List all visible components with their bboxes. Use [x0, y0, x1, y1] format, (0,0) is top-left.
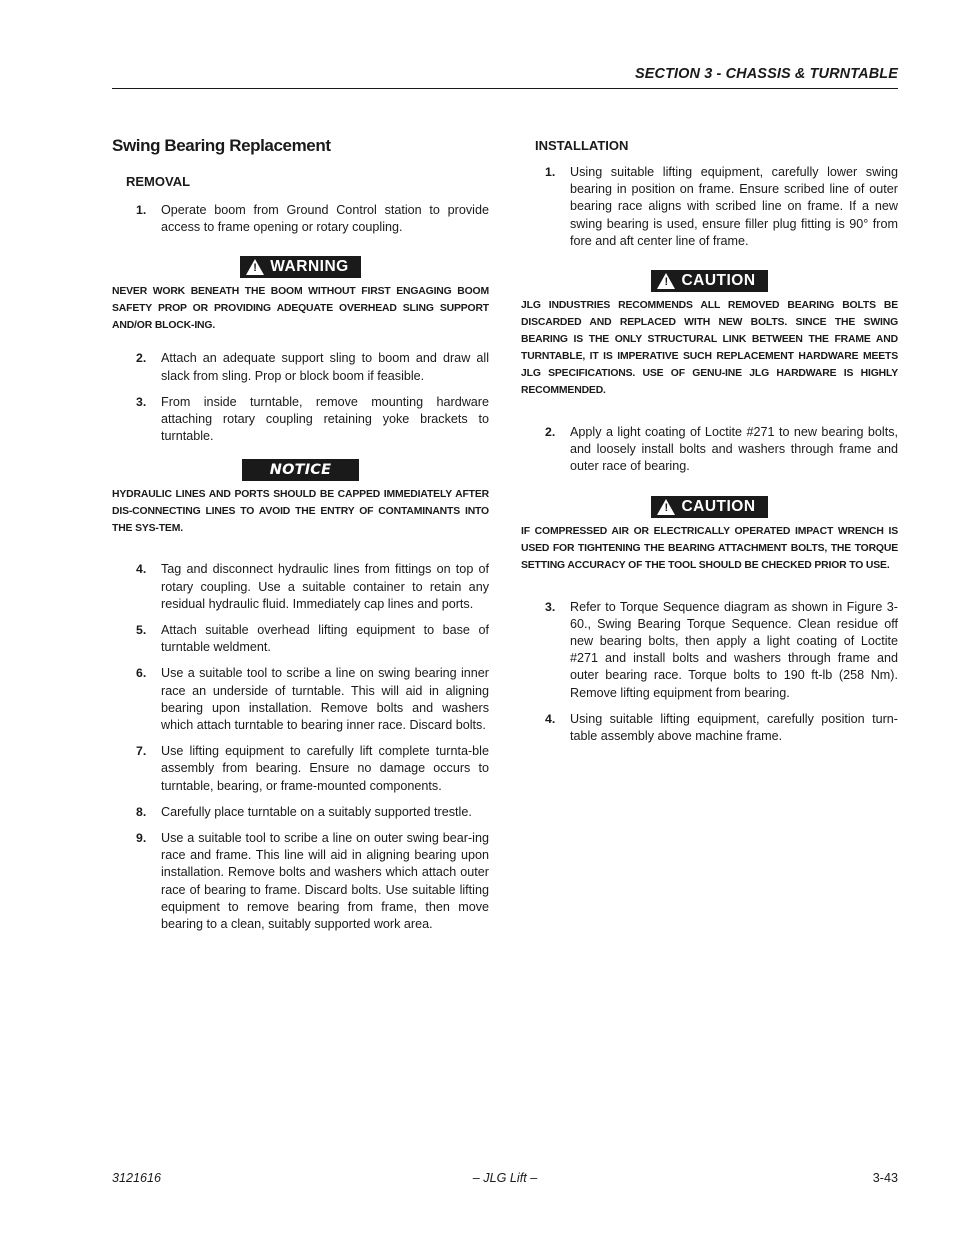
list-item — [521, 711, 898, 745]
warning-badge-wrap — [112, 256, 489, 278]
step-number: 4. — [136, 562, 147, 577]
list-item — [521, 599, 898, 702]
warning-label: WARNING — [270, 258, 349, 276]
step-number: 1. — [545, 165, 556, 179]
caution-label: CAUTION — [681, 497, 756, 515]
notice-text: HYDRAULIC LINES AND PORTS SHOULD BE CAPPED IMMEDIATELY AFTER DIS-CONNECTING LINES TO AVOID THE ENTRY OF CONTAMINANTS INTO THE SYS-TEM. — [112, 489, 489, 535]
section-title: Swing Bearing Replacement — [112, 136, 331, 155]
list-item — [112, 830, 489, 933]
warning-triangle-icon: ! — [246, 259, 264, 275]
installation-heading: INSTALLATION — [535, 138, 629, 153]
footer-brand: – JLG Lift – — [472, 1171, 538, 1185]
step-text: Use a suitable tool to scribe a line on outer swing bear-ing race and frame. This line will aid in aligning bearing upon installation. Remove bolts and washers which attach outer race of bearing to frame. Discard bolts. Use suitable lifting equipment to remove bearing from frame, then move bearing to a clean, suitably supported work area. — [161, 831, 489, 932]
removal-heading: REMOVAL — [126, 174, 191, 189]
step-number: 3. — [136, 394, 147, 409]
step-number: 7. — [136, 744, 147, 759]
warning-triangle-icon: ! — [657, 499, 675, 515]
step-text: Tag and disconnect hydraulic lines from fittings on top of rotary coupling. Use a suitable container to retain any residual hydraulic fluid. Immediately cap lines and ports. — [161, 562, 489, 611]
caution-badge-wrap — [521, 270, 898, 292]
step-text: Operate boom from Ground Control station to provide access to frame opening or rotary coupling. — [161, 203, 489, 235]
step-number: 8. — [136, 804, 147, 819]
step-text: Use a suitable tool to scribe a line on swing bearing inner race an underside of turntable. This will aid in aligning bearing upon installation. Remove bolts and washers which attach turntable to bearing inner race. Discard bolts. — [161, 666, 489, 733]
step-number: 5. — [136, 623, 147, 638]
notice-badge — [242, 459, 360, 481]
list-item — [112, 743, 489, 795]
caution-badge — [651, 496, 767, 518]
step-text: Attach an adequate support sling to boom and draw all slack from sling. Prop or block boom if feasible. — [161, 351, 489, 383]
step-text: Use lifting equipment to carefully lift complete turnta-ble assembly from bearing. Ensure no damage occurs to turntable, bearing, or frame-mounted components. — [161, 744, 489, 793]
list-item — [112, 622, 489, 656]
installation-steps-list — [521, 424, 898, 476]
caution-label: CAUTION — [681, 272, 756, 290]
document-number: 3121616 — [112, 1171, 162, 1185]
list-item — [112, 394, 489, 446]
step-number: 2. — [136, 351, 147, 366]
caution-text: JLG INDUSTRIES RECOMMENDS ALL REMOVED BEARING BOLTS BE DISCARDED AND REPLACED WITH NEW BOLTS. SINCE THE SWING BEARING IS THE ONLY STRUCTURAL LINK BETWEEN THE FRAME AND TURNTABLE, IT IS IMPERATIVE SUCH REPLACEMENT HARDWARE MEETS JLG SPECIFICATIONS. USE OF GENU-INE JLG HARDWARE IS HIGHLY RECOMMENDED. — [521, 300, 898, 397]
step-text: Apply a light coating of Loctite #271 to new bearing bolts, and loosely install bolts and washers through frame and outer race of bearing. — [570, 425, 898, 474]
section-header-title: SECTION 3 - CHASSIS & TURNTABLE — [634, 66, 898, 82]
caution-badge — [651, 270, 767, 292]
step-text: Carefully place turntable on a suitably supported trestle. — [161, 804, 472, 819]
caution-text: IF COMPRESSED AIR OR ELECTRICALLY OPERATED IMPACT WRENCH IS USED FOR TIGHTENING THE BEARING ATTACHMENT BOLTS, THE TORQUE SETTING ACCURACY OF THE TOOL SHOULD BE CHECKED PRIOR TO USE. — [521, 525, 898, 571]
right-column — [521, 132, 898, 754]
step-number: 9. — [136, 831, 147, 846]
step-number: 6. — [136, 666, 147, 681]
list-item — [112, 202, 489, 236]
list-item — [112, 665, 489, 734]
step-number: 2. — [545, 425, 556, 440]
step-number: 4. — [545, 711, 556, 726]
step-text: Attach suitable overhead lifting equipment to base of turntable weldment. — [161, 623, 489, 655]
step-text: Using suitable lifting equipment, carefully position turn-table assembly above machine frame. — [570, 711, 898, 744]
removal-steps-list — [112, 561, 489, 933]
left-column — [112, 132, 489, 942]
removal-steps-list — [112, 350, 489, 445]
step-number: 3. — [545, 599, 556, 614]
step-text: Refer to Torque Sequence diagram as shown in Figure 3-60., Swing Bearing Torque Sequence. Clean residue off new bearing bolts, then apply a light coating of Loctite #271 and install bolts and washers through frame and outer bearing race. Torque bolts to 190 ft-lb (258 Nm). Remove lifting equipment from bearing. — [570, 599, 898, 700]
step-text: Using suitable lifting equipment, carefully lower swing bearing in position on frame. Ensure scribed line of outer bearing race aligns with scribed line on frame. If a new swing bearing is used, ensure filler plug fitting is 90° from fore and aft center line of frame. — [570, 165, 898, 248]
warning-text: NEVER WORK BENEATH THE BOOM WITHOUT FIRST ENGAGING BOOM SAFETY PROP OR PROVIDING ADEQUATE OVERHEAD SLING SUPPORT AND/OR BLOCK-ING. — [112, 286, 489, 332]
list-item — [112, 561, 489, 613]
notice-label: NOTICE — [269, 462, 332, 479]
list-item — [521, 164, 898, 250]
caution-badge-wrap — [521, 496, 898, 518]
installation-steps-list — [521, 599, 898, 746]
page-number: 3-43 — [872, 1171, 898, 1185]
list-item — [112, 804, 489, 821]
step-text: From inside turntable, remove mounting hardware attaching rotary coupling retaining yoke brackets to turntable. — [161, 394, 489, 444]
installation-steps-list — [521, 164, 898, 250]
notice-badge-wrap — [112, 459, 489, 481]
page-header — [112, 66, 898, 89]
warning-triangle-icon: ! — [657, 273, 675, 289]
list-item — [521, 424, 898, 476]
list-item — [112, 350, 489, 384]
removal-steps-list — [112, 202, 489, 236]
step-number: 1. — [136, 203, 147, 217]
warning-badge — [240, 256, 360, 278]
